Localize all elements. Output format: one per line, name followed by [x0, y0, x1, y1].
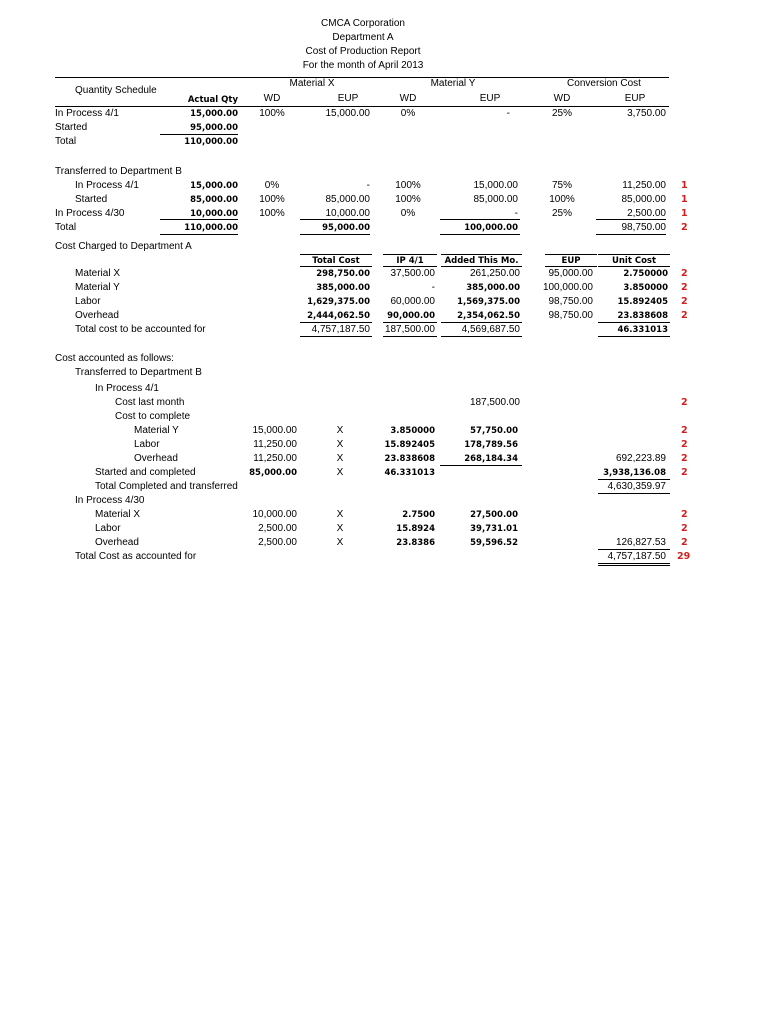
- total-rule: [160, 234, 238, 235]
- header-rule: [441, 266, 522, 267]
- col-total-cost: Total Cost: [312, 256, 360, 266]
- cost-to-complete-label: Cost to complete: [115, 411, 191, 422]
- transferred-title: Transferred to Department B: [55, 166, 182, 177]
- col-eup: EUP: [561, 256, 581, 266]
- group-conversion-cost: Conversion Cost: [567, 78, 641, 89]
- col-mx-wd: WD: [263, 93, 281, 104]
- total-rule: [440, 465, 522, 466]
- report-title: Cost of Production Report: [305, 46, 421, 57]
- in-process-41-label: In Process 4/1: [95, 383, 159, 394]
- total-rule: [160, 219, 238, 220]
- header-rule: [300, 266, 372, 267]
- double-rule: [598, 563, 670, 564]
- total-rule: [598, 479, 670, 480]
- double-rule: [598, 565, 670, 566]
- report-period: For the month of April 2013: [302, 60, 424, 71]
- col-actual-qty: Actual Qty: [187, 95, 238, 105]
- total-rule: [598, 493, 670, 494]
- col-added: Added This Mo.: [444, 256, 519, 266]
- cost-charged-title: Cost Charged to Department A: [55, 241, 192, 252]
- header-rule: [383, 266, 437, 267]
- total-rule: [160, 134, 238, 135]
- total-rule: [598, 336, 670, 337]
- group-material-y: Material Y: [430, 78, 476, 89]
- header-rule-bottom: [55, 106, 669, 107]
- total-rule: [300, 234, 370, 235]
- total-rule: [596, 234, 666, 235]
- col-ip-41: IP 4/1: [396, 256, 424, 266]
- quantity-schedule-title: Quantity Schedule: [75, 85, 157, 96]
- total-rule: [440, 234, 520, 235]
- company-name: CMCA Corporation: [321, 18, 405, 29]
- col-cc-wd: WD: [553, 93, 571, 104]
- header-rule: [598, 266, 670, 267]
- total-rule: [440, 219, 520, 220]
- header-rule: [545, 266, 597, 267]
- col-mx-eup: EUP: [337, 93, 359, 104]
- total-rule: [383, 322, 437, 323]
- total-rule: [441, 336, 522, 337]
- cost-accounted-title: Cost accounted as follows:: [55, 353, 174, 364]
- total-rule: [441, 322, 522, 323]
- col-my-wd: WD: [399, 93, 417, 104]
- department-name: Department A: [332, 32, 394, 43]
- group-material-x: Material X: [289, 78, 335, 89]
- total-rule: [300, 219, 370, 220]
- transferred-to-b-label: Transferred to Department B: [75, 367, 202, 378]
- col-my-eup: EUP: [479, 93, 501, 104]
- col-cc-eup: EUP: [624, 93, 646, 104]
- in-process-430-label: In Process 4/30: [75, 495, 145, 506]
- total-rule: [300, 336, 372, 337]
- total-rule: [383, 336, 437, 337]
- total-rule: [598, 322, 670, 323]
- total-rule: [596, 219, 666, 220]
- total-rule: [598, 549, 670, 550]
- col-unit-cost: Unit Cost: [611, 256, 657, 266]
- total-rule: [300, 322, 372, 323]
